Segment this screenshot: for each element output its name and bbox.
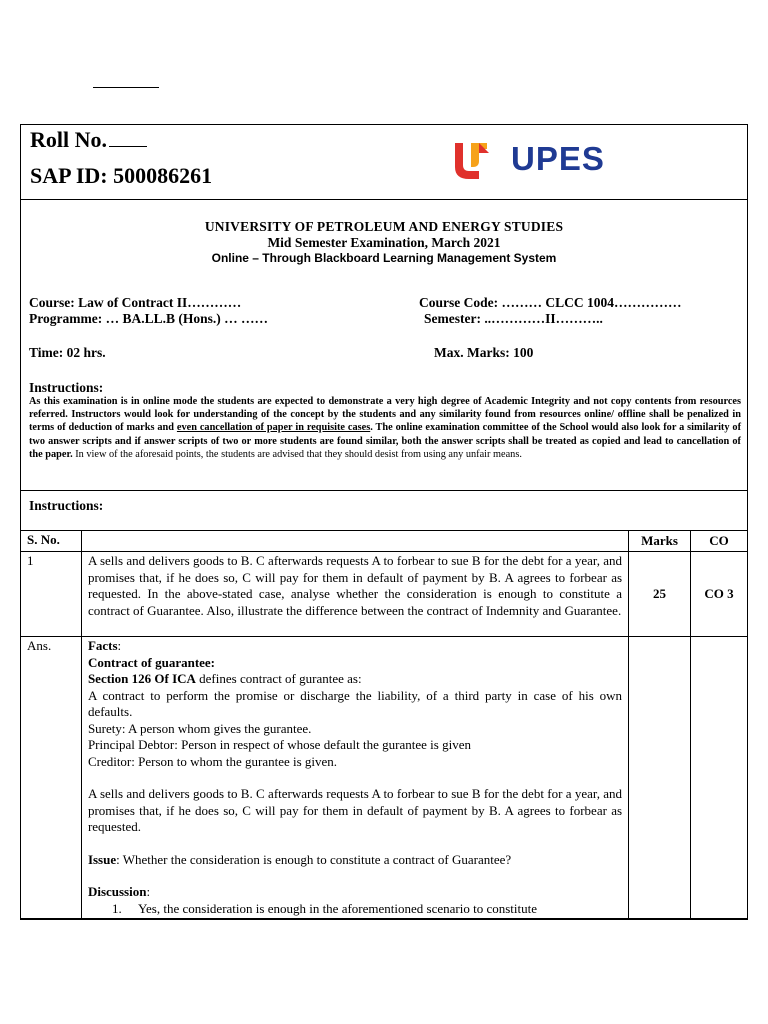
point-number: 1. bbox=[111, 900, 122, 916]
roll-label: Roll No. bbox=[30, 127, 107, 152]
table-header-row bbox=[21, 531, 748, 552]
creditor-definition: Creditor: Person to whom the gurantee is given. bbox=[87, 753, 338, 769]
guarantee-definition: A contract to perform the promise or discharge the liability, of a third party in case of his own defaults. bbox=[87, 687, 623, 719]
exam-mode: Online – Through Blackboard Learning Management System bbox=[211, 251, 557, 265]
question-number: 1 bbox=[21, 552, 82, 637]
course-field: Course: Law of Contract II………… bbox=[29, 295, 242, 310]
answer-co-cell bbox=[691, 637, 748, 919]
paper-header bbox=[21, 125, 747, 200]
discussion-label: Discussion bbox=[87, 884, 147, 899]
sno-header: S. No. bbox=[21, 531, 82, 552]
facts-repeat: A sells and delivers goods to B. C afterwards requests A to forbear to sue B for the debt for a year, and promises that, if he does so, C will pay for them in default of payment by B. A agrees to forbear as requested. bbox=[87, 786, 623, 834]
discussion-colon: : bbox=[146, 884, 151, 899]
surety-definition: Surety: A person whom gives the gurantee. bbox=[87, 720, 312, 736]
contract-guarantee-heading: Contract of guarantee: bbox=[87, 654, 216, 670]
question-table bbox=[20, 530, 748, 919]
course-code-field: Course Code: ……… CLCC 1004…………… bbox=[419, 295, 682, 310]
max-marks-field: Max. Marks: 100 bbox=[434, 345, 534, 360]
answer-label: Ans. bbox=[21, 637, 82, 919]
section-126-text: defines contract of gurantee as: bbox=[195, 671, 362, 686]
exam-paper-frame bbox=[20, 124, 748, 920]
instructions-bold-1: As this examination is in online mode the students are expected to demonstrate a very high degree of Academic Integrity and not copy contents from resources referred. Instructors would look for understanding of the concept by the students and any similarity found from resources online/ offline shall be penalized in terms of deduction of marks and bbox=[29, 396, 741, 434]
semester-field: Semester: ..…………II……….. bbox=[424, 311, 603, 326]
section-126-label: Section 126 Of ICA bbox=[87, 671, 196, 686]
co-header: CO bbox=[691, 531, 748, 552]
roll-number bbox=[30, 127, 147, 153]
exam-title: Mid Semester Examination, March 2021 bbox=[267, 235, 501, 250]
question-header bbox=[81, 531, 628, 552]
university-name: UNIVERSITY OF PETROLEUM AND ENERGY STUDIES bbox=[204, 219, 564, 234]
instructions-bold-2: . The online examination committee of the School would also look for a similarity of two answer scripts and if answer scripts of two or more students are found similar, both the answer scripts shall be treated as copied and lead to cancellation of the paper. bbox=[29, 422, 741, 460]
upes-logo-text: UPES bbox=[511, 140, 605, 177]
instructions-text bbox=[29, 395, 741, 461]
instructions-normal: In view of the aforesaid points, the students are advised that they should desist from using any unfair means. bbox=[72, 448, 522, 460]
discussion-point-1 bbox=[88, 901, 622, 918]
question-text: A sells and delivers goods to B. C afterwards requests A to forbear to sue B for the debt for a year, and promises that, if he does so, C will pay for them in default of payment by B. A agrees to forbear as requested. In the above-stated case, analyse whether the consideration is enough to constitute a contract of Guarantee. Also, illustrate the difference between the contract of Indemnity and Guarantee. bbox=[81, 552, 628, 637]
facts-heading: Facts bbox=[87, 638, 118, 653]
programme-field: Programme: … BA.LL.B (Hons.) … …… bbox=[29, 311, 268, 326]
table-row bbox=[21, 637, 748, 919]
upes-logo bbox=[453, 137, 625, 183]
question-marks: 25 bbox=[629, 552, 691, 637]
question-co: CO 3 bbox=[691, 552, 748, 637]
table-row bbox=[21, 552, 748, 637]
facts-colon: : bbox=[117, 638, 122, 653]
instructions-underlined: even cancellation of paper in requisite cases bbox=[176, 422, 371, 434]
answer-marks-cell bbox=[629, 637, 691, 919]
upes-logo-mark-icon bbox=[453, 137, 503, 183]
sap-id: SAP ID: 500086261 bbox=[30, 163, 213, 188]
principal-debtor-definition: Principal Debtor: Person in respect of whose default the gurantee is given bbox=[87, 737, 471, 752]
time-field: Time: 02 hrs. bbox=[29, 345, 106, 360]
instructions-2 bbox=[21, 492, 747, 531]
answer-text bbox=[81, 637, 628, 919]
top-rule bbox=[93, 87, 159, 88]
point-text: Yes, the consideration is enough in the aforementioned scenario to constitute bbox=[137, 900, 537, 916]
marks-header: Marks bbox=[629, 531, 691, 552]
issue-text: : Whether the consideration is enough to constitute a contract of Guarantee? bbox=[116, 851, 512, 867]
instructions-heading-2: Instructions: bbox=[29, 498, 104, 513]
instructions-heading: Instructions: bbox=[29, 380, 104, 395]
roll-blank bbox=[109, 128, 147, 147]
exam-info bbox=[21, 201, 747, 491]
issue-label: Issue bbox=[87, 851, 117, 867]
